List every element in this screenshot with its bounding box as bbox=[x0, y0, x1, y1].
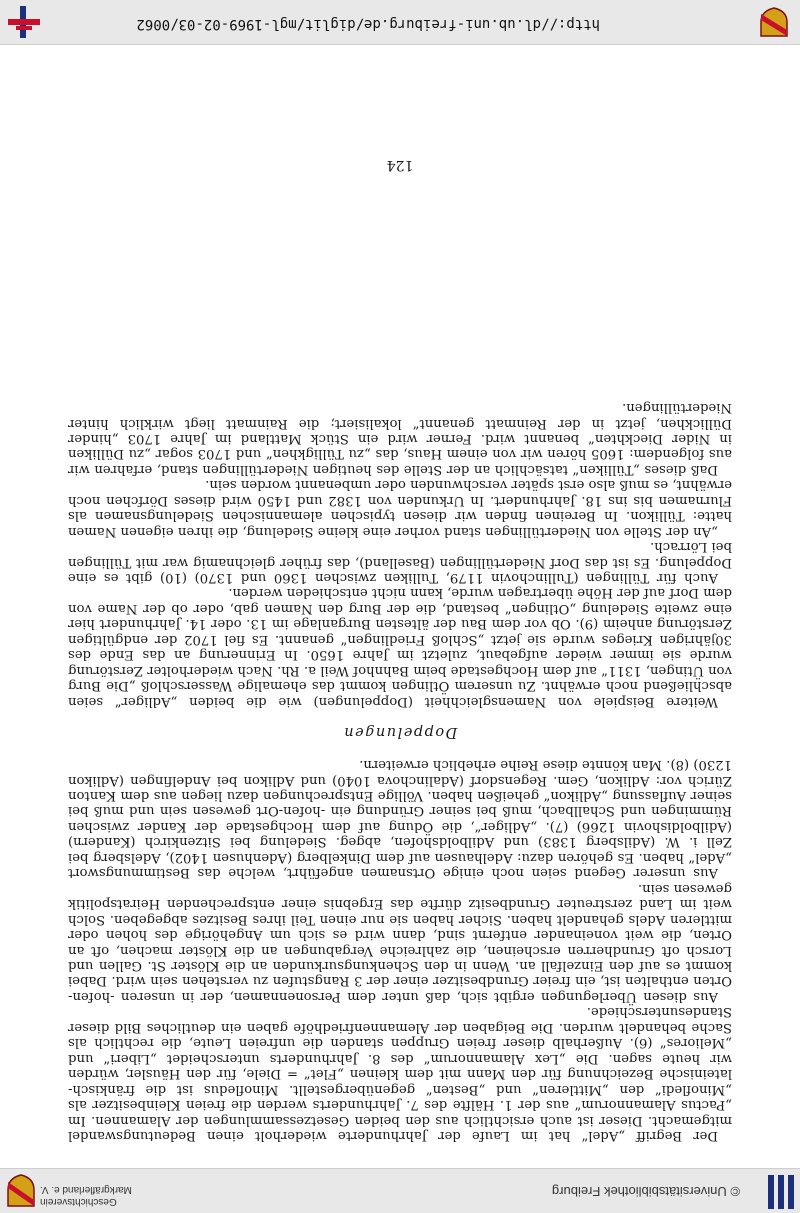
source-url-link[interactable]: http://dl.ub.uni-freiburg.de/diglit/mgl-1969-02-03/0062 bbox=[136, 16, 600, 32]
section-heading: Doppelungen bbox=[342, 723, 458, 740]
verein-line-1: Geschichtsverein bbox=[40, 1196, 117, 1207]
paragraph: Auch für Tüllingen (Tullinchovin 1179, Tulliken zwischen 1360 und 1370) (10) gibt es eine Doppelung. Es ist das Dorf Niedertüllingen (Baselland), das früher gleichnamig war mit Tüllingen bei Lörrach. bbox=[68, 539, 732, 586]
paragraph: Aus unserer Gegend seien noch einige Ortsnamen angeführt, welche das Bestimmungswort „Adel“ haben. Es gehören dazu: Adelhausen auf dem Dinkelberg (Adenhusen 1402), Adelsberg bei Zell i. W. (Adilsberg 1383) und Adilboldshofen, abgeg. Siedelung bei Sitzenkirch (Kandern) (Adilboldishovin 1266) (7). „Adliger“, die Ödung auf dem Hochgestade der Kander zwischen Rümmingen und Schallbach, muß bei seiner Gründung ein -hofen-Ort gewesen sein und muß bei seiner Auflassung „Adlikon“ geheißen haben. Völlige Entsprechungen dazu liegen aus dem Kanton Zürich vor: Adlikon, Gem. Regensdorf (Adalinchova 1040) und Adlikon bei Andelfingen (Adlikon 1230) (8). Man könnte diese Reihe erheblich erweitern. bbox=[68, 757, 732, 881]
footer-bar bbox=[0, 0, 800, 45]
paragraph: „An der Stelle von Niedertüllingen stand vorher eine kleine Siedelung, die ihren eigenen Namen hatte: Tüllikon. In Bereinen finden wir diesen typischen alemannischen Siedelungsnamen als Flurnamen bis ins 18. Jahrhundert. In Urkunden von 1382 und 1450 wird dieses Dörfchen noch erwähnt, es muß also erst später verschwunden oder umbenannt worden sein. bbox=[68, 477, 732, 539]
header-bar bbox=[0, 1168, 800, 1213]
paragraph: Weitere Beispiele von Namensgleichheit (Doppelungen) wie die beiden „Adliger“ seien abschließend noch erwähnt. Zu unserem Ötlingen kommt das ehemalige Wasserschloß „Die Burg von Ütingen, 1311“ auf dem Hochgestade beim Bahnhof Weil a. Rh. Nach wiederholter Zerstörung wurde sie immer wieder aufgebaut, zuletzt im Jahre 1650. In Erinnerung an das Ende des 30jährigen Krieges wurde sie jetzt „Schloß Friedlingen“ genannt. Es fiel 1702 der endgültigen Zerstörung anheim (9). Ob vor dem Bau der ältesten Burganlage im 13. oder 14. Jahrhundert hier eine zweite Siedelung „Otlingen“ bestand, die der Burg den Namen gab, oder ob der Name von dem Dorf auf der Höhe übertragen wurde, kann nicht entschieden werden. bbox=[68, 585, 732, 709]
page-number: 124 bbox=[386, 157, 414, 173]
copyright-text: © Universitätsbibliothek Freiburg bbox=[551, 1184, 740, 1199]
ub-cross-logo bbox=[8, 6, 40, 38]
ub-freiburg-logo bbox=[760, 1175, 794, 1209]
verein-name bbox=[40, 1183, 132, 1207]
verein-line-2: Markgräflerland e. V. bbox=[40, 1184, 132, 1195]
paragraph: Aus diesen Überlegungen ergibt sich, daß unter dem Personennamen, der in unseren -hofen-Orten enthalten ist, ein freier Grundbesitzer einer der 3 Rangstufen zu verstehen sein wird. Dabei kommt es auf den Einzelfall an. Wenn in den Schenkungsurkunden an die Klöster St. Gallen und Lorsch oft Grundherren erscheinen, die zahlreiche Vergabungen an die Klöster machen, oft an Orten, die weit voneinander entfernt sind, dann wird es sich um Angehörige des hohen oder mittleren Adels gehandelt haben. Sicher haben sie nur einen Teil ihres Besitzes abgegeben. Solch weit im Land zerstreuter Grundbesitz dürfte das Ergebnis einer entsprechenden Heiratspolitik gewesen sein. bbox=[68, 880, 732, 1004]
paragraph: Der Begriff „Adel“ hat im Laufe der Jahrhunderte wiederholt einen Bedeutungswandel mitgemacht. Dieser ist auch ersichtlich aus den beiden Gesetzessammlungen der Alamannen. Im „Pactus Alamannorum“ aus der 1. Hälfte des 7. Jahrhunderts werden die freien Kleinbesitzer als „Minofledi“ den „Mittleren“ und „Besten“ gegenübergestellt. Minofledus ist die fränkisch-lateinische Bezeichnung für den Mann mit dem kleinen „Flet“ = Diele, für den Häusler, würden wir heute sagen. Die „Lex Alamannorum“ des 8. Jahrhunderts unterscheidet „Liberi“ und „Meliores“ (6). Außerhalb dieser freien Gruppen standen die unfreien Leute, die rechtlich als Sache behandelt wurden. Die Beigaben der Alemannenfriedhöfe gaben ein deutliches Bild dieser Standesunterschiede. bbox=[68, 1004, 732, 1143]
paragraph: Daß dieses „Tülliken“ tatsächlich an der Stelle des heutigen Niedertüllingen stand, erfahren wir aus folgendem: 1605 hören wir von einem Haus, das „zu Tülligkhen“ und 1703 sogar „zu Dülliken in Nider Dieckhten“ benannt wird. Ferner wird ein Stück Mattland im Jahre 1703 „hinder Düllickhen, jetzt in der Reinmatt genannt“ lokalisiert; die Rainmatt liegt wirklich hinter Niedertüllingen. bbox=[68, 400, 732, 477]
page-content bbox=[68, 400, 732, 1143]
coat-of-arms-icon bbox=[6, 1174, 36, 1208]
crest-icon bbox=[758, 7, 790, 39]
